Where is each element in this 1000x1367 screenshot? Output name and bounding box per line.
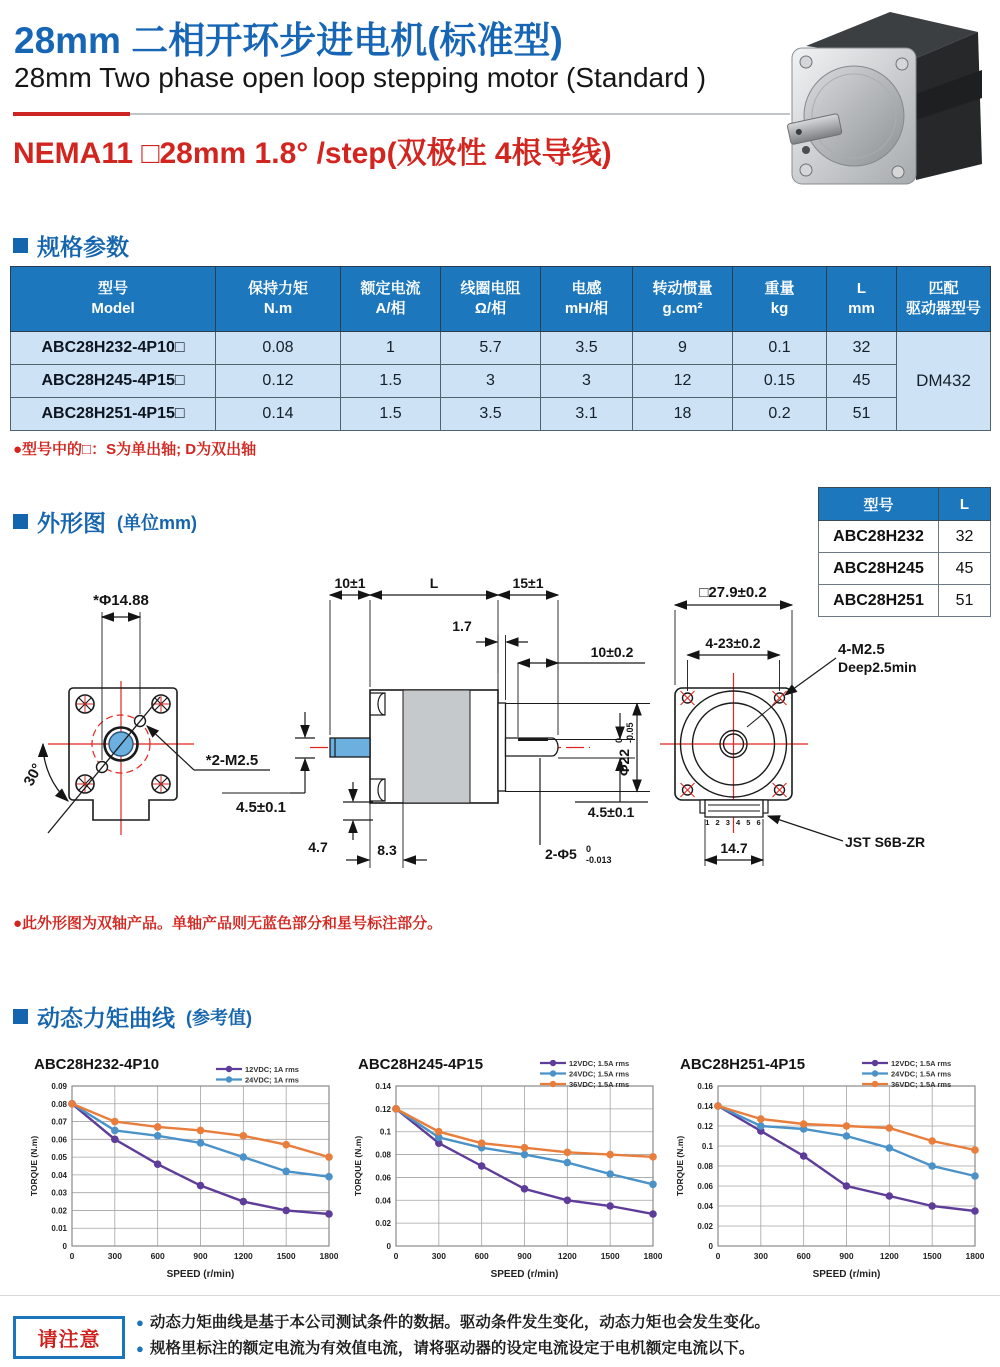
- data-point: [928, 1137, 936, 1145]
- x-axis-label: SPEED (r/min): [490, 1269, 559, 1280]
- section-dimensions-unit: (单位mm): [117, 512, 197, 533]
- data-point: [564, 1159, 572, 1167]
- spec-table-body: [11, 332, 991, 431]
- spec-header-cell: 额定电流 A/相: [341, 267, 441, 332]
- l-header-cell: 型号: [819, 488, 939, 521]
- dim-recess-depth: 4.7: [308, 839, 328, 855]
- data-point: [435, 1128, 443, 1136]
- data-point: [800, 1120, 808, 1128]
- attention-label: 请注意: [37, 1329, 101, 1351]
- axis-labels: [675, 1079, 984, 1280]
- svg-text:0.14: 0.14: [375, 1082, 391, 1091]
- svg-text:0.06: 0.06: [51, 1135, 67, 1145]
- data-point: [197, 1182, 205, 1190]
- svg-text:0.04: 0.04: [375, 1196, 391, 1206]
- svg-text:1200: 1200: [557, 1251, 577, 1261]
- table-cell: 1.5: [341, 398, 441, 431]
- spec-header-cell: 电感 mH/相: [541, 267, 633, 332]
- svg-text:0.06: 0.06: [375, 1173, 391, 1183]
- svg-text:1500: 1500: [276, 1251, 296, 1261]
- nema-spec-line: NEMA11 □28mm 1.8° /step(双极性 4根导线): [13, 137, 612, 170]
- data-point: [649, 1180, 657, 1188]
- section-bullet-icon: [13, 514, 28, 529]
- section-curves: [13, 1000, 252, 1033]
- svg-text:12VDC; 1.5A rms: 12VDC; 1.5A rms: [891, 1060, 952, 1068]
- svg-text:0.02: 0.02: [375, 1219, 391, 1229]
- screw-icon: [896, 58, 908, 70]
- data-point: [971, 1146, 979, 1154]
- data-point: [240, 1198, 248, 1206]
- spec-header-cell: L mm: [827, 267, 897, 332]
- spec-header-cell: 保持力矩 N.m: [216, 267, 341, 332]
- table-row: [11, 365, 991, 398]
- spec-header-cell: 线圈电阻 Ω/相: [441, 267, 541, 332]
- data-point: [154, 1160, 162, 1168]
- front-shaft-blue: [330, 738, 370, 757]
- data-point: [240, 1153, 248, 1161]
- chart-title: ABC28H232-4P10: [34, 1056, 160, 1073]
- table-cell: ABC28H251-4P15□: [11, 398, 216, 431]
- dim-pilot-tol-lower: -0.05: [625, 722, 635, 743]
- dim-front-flat: 4.5±0.1: [236, 799, 286, 816]
- svg-text:12VDC; 1A rms: 12VDC; 1A rms: [245, 1064, 299, 1074]
- x-axis-label: SPEED (r/min): [166, 1269, 235, 1280]
- bullet-icon: ●: [136, 1341, 144, 1356]
- svg-text:0: 0: [62, 1242, 67, 1251]
- svg-text:12VDC; 1.5A rms: 12VDC; 1.5A rms: [569, 1060, 630, 1068]
- dim-pilot-tol-upper: 0: [614, 737, 624, 743]
- torque-chart-2: [350, 1056, 662, 1284]
- data-point: [886, 1192, 894, 1200]
- table-cell: 0.2: [733, 398, 827, 431]
- data-point: [714, 1102, 722, 1110]
- table-row: [11, 398, 991, 431]
- dim-square-size: □27.9±0.2: [699, 584, 767, 601]
- svg-text:900: 900: [839, 1251, 854, 1261]
- angle-arc: [43, 744, 68, 801]
- svg-text:1800: 1800: [965, 1251, 984, 1261]
- table-cell: 3: [441, 365, 541, 398]
- data-point: [843, 1132, 851, 1140]
- page-title: 28mm 二相开环步进电机(标准型): [14, 20, 563, 61]
- chart-svg: [26, 1060, 338, 1288]
- x-axis-label: SPEED (r/min): [812, 1269, 881, 1280]
- dim-body-length: L: [429, 575, 439, 591]
- attention-box: [13, 1316, 125, 1359]
- table-cell: ABC28H232: [819, 521, 939, 553]
- motor-plate-hole: [802, 146, 810, 154]
- section-bullet-icon: [13, 1009, 28, 1024]
- data-point: [282, 1207, 290, 1215]
- data-point: [564, 1148, 572, 1156]
- list-item: [819, 521, 991, 553]
- data-point: [564, 1196, 572, 1204]
- table-cell: 0.08: [216, 332, 341, 365]
- dim-screw-depth: Deep2.5min: [838, 659, 917, 675]
- table-cell: 3.5: [441, 398, 541, 431]
- y-axis-label: TORQUE (N.m): [675, 1135, 685, 1197]
- chart-svg: [350, 1060, 662, 1288]
- table-cell: ABC28H232-4P10□: [11, 332, 216, 365]
- table-cell: 45: [939, 553, 991, 585]
- divider-accent: [13, 112, 130, 116]
- svg-text:0: 0: [386, 1242, 391, 1251]
- data-point: [392, 1105, 400, 1113]
- table-cell: 1.5: [341, 365, 441, 398]
- svg-text:24VDC; 1.5A rms: 24VDC; 1.5A rms: [891, 1069, 952, 1079]
- table-cell: 0.15: [733, 365, 827, 398]
- data-point: [886, 1144, 894, 1152]
- dim-shaft-dia: 2-Φ5: [545, 846, 577, 862]
- pilot-boss: [498, 703, 506, 791]
- svg-text:0.14: 0.14: [697, 1102, 713, 1111]
- footer-note-row: [136, 1310, 770, 1336]
- drawing-front-view: [648, 555, 998, 900]
- svg-text:0.04: 0.04: [697, 1202, 713, 1211]
- data-point: [521, 1185, 529, 1193]
- footer-note-text: 动态力矩曲线是基于本公司测试条件的数据。驱动条件发生变化，动态力矩也会发生变化。: [149, 1314, 770, 1331]
- connector-body: [705, 800, 763, 817]
- data-point: [282, 1168, 290, 1176]
- table-cell: 9: [633, 332, 733, 365]
- svg-text:0: 0: [69, 1251, 75, 1261]
- svg-text:900: 900: [517, 1251, 532, 1261]
- table-cell: ABC28H251: [819, 585, 939, 617]
- dim-pilot-dia-group: [614, 722, 635, 776]
- pin-numbers: 1 2 3 4 5 6: [705, 818, 763, 827]
- svg-text:300: 300: [753, 1251, 768, 1261]
- grid: [72, 1086, 329, 1246]
- svg-text:600: 600: [474, 1251, 489, 1261]
- screw-icon: [800, 164, 812, 176]
- data-point: [606, 1170, 614, 1178]
- table-cell: 51: [827, 398, 897, 431]
- table-cell: 5.7: [441, 332, 541, 365]
- spec-note: ●型号中的□：S为单出轴; D为双出轴: [13, 441, 257, 458]
- data-point: [606, 1202, 614, 1210]
- svg-text:600: 600: [150, 1251, 165, 1261]
- motor-face-circle: [804, 66, 904, 166]
- table-cell: 0.14: [216, 398, 341, 431]
- table-cell: 18: [633, 398, 733, 431]
- data-point: [971, 1207, 979, 1215]
- legend: [216, 1065, 299, 1085]
- data-point: [325, 1153, 333, 1161]
- dim-flat-length: 10±0.2: [590, 644, 634, 660]
- bullet-icon: ●: [136, 1315, 144, 1330]
- svg-text:300: 300: [431, 1251, 446, 1261]
- table-cell: 3.1: [541, 398, 633, 431]
- y-axis-label: TORQUE (N.m): [29, 1135, 39, 1197]
- data-point: [478, 1162, 486, 1170]
- data-point: [197, 1127, 205, 1135]
- svg-text:0: 0: [393, 1251, 399, 1261]
- data-point: [154, 1123, 162, 1131]
- table-row: [11, 332, 991, 365]
- svg-text:1800: 1800: [319, 1251, 338, 1261]
- svg-text:0.08: 0.08: [51, 1099, 67, 1109]
- dim-rear-flat: 4.5±0.1: [587, 804, 635, 820]
- dim-screws-label: *2-M2.5: [205, 752, 259, 769]
- y-axis-label: TORQUE (N.m): [353, 1135, 363, 1197]
- svg-text:36VDC; 1.5A rms: 36VDC; 1.5A rms: [891, 1079, 952, 1089]
- dim-front-boss: 8.3: [377, 842, 397, 858]
- dim-screw-spec: 4-M2.5: [838, 641, 885, 658]
- svg-text:0.05: 0.05: [51, 1153, 67, 1163]
- footer-notes: [136, 1310, 770, 1362]
- motor-body-lamination: [403, 690, 470, 803]
- section-curves-unit: (参考值): [186, 1007, 252, 1028]
- page-subtitle-en: 28mm Two phase open loop stepping motor (Standard ): [14, 62, 707, 93]
- footer-divider: [0, 1295, 1000, 1296]
- data-point: [649, 1210, 657, 1218]
- axis-labels: [29, 1082, 338, 1280]
- svg-text:0.02: 0.02: [51, 1206, 67, 1216]
- spec-header-cell: 转动惯量 g.cm²: [633, 267, 733, 332]
- drawing-rear-view: [8, 555, 300, 900]
- data-point: [757, 1122, 765, 1130]
- chart-svg: [672, 1060, 984, 1288]
- svg-text:0.16: 0.16: [697, 1082, 713, 1091]
- table-cell: 32: [827, 332, 897, 365]
- legend: [540, 1060, 629, 1089]
- svg-text:0.09: 0.09: [51, 1082, 67, 1091]
- svg-text:0.02: 0.02: [697, 1222, 713, 1231]
- torque-chart-3: [672, 1056, 984, 1284]
- data-point: [154, 1132, 162, 1140]
- svg-text:36VDC; 1.5A rms: 36VDC; 1.5A rms: [569, 1079, 630, 1089]
- spec-table: [10, 266, 991, 431]
- legend: [862, 1060, 951, 1089]
- driver-cell: DM432: [897, 332, 991, 431]
- section-curves-label: 动态力矩曲线: [37, 1005, 175, 1031]
- spec-header-cell: 重量 kg: [733, 267, 827, 332]
- l-table-head: [819, 488, 991, 521]
- data-point: [111, 1118, 119, 1126]
- dim-front-shaft: 10±1: [334, 575, 366, 591]
- section-dimensions-label: 外形图: [37, 510, 106, 536]
- data-point: [68, 1100, 76, 1108]
- dim-pilot-thickness: 1.7: [452, 618, 472, 634]
- data-point: [606, 1151, 614, 1159]
- data-point: [325, 1210, 333, 1218]
- svg-text:0.12: 0.12: [375, 1104, 391, 1114]
- drawing-side-view: [290, 555, 680, 900]
- table-cell: 0.12: [216, 365, 341, 398]
- data-point: [325, 1173, 333, 1181]
- data-point: [521, 1151, 529, 1159]
- section-dimensions: [13, 505, 197, 538]
- svg-text:0.01: 0.01: [51, 1224, 67, 1234]
- svg-text:1800: 1800: [643, 1251, 662, 1261]
- svg-text:0.04: 0.04: [51, 1170, 67, 1180]
- svg-text:0: 0: [715, 1251, 721, 1261]
- data-point: [843, 1122, 851, 1130]
- spec-table-wrap: [10, 266, 991, 431]
- svg-text:0.03: 0.03: [51, 1188, 67, 1198]
- drawing-note: ●此外形图为双轴产品。单轴产品则无蓝色部分和星号标注部分。: [13, 915, 443, 932]
- data-point: [843, 1182, 851, 1190]
- table-cell: 51: [939, 585, 991, 617]
- data-point: [282, 1141, 290, 1149]
- table-cell: 45: [827, 365, 897, 398]
- footer-note-row: [136, 1336, 770, 1362]
- data-point: [928, 1162, 936, 1170]
- data-point: [240, 1132, 248, 1140]
- dim-shaft-dia: *Φ14.88: [93, 592, 149, 609]
- table-cell: ABC28H245: [819, 553, 939, 585]
- svg-text:1500: 1500: [922, 1251, 942, 1261]
- data-point: [800, 1152, 808, 1160]
- table-cell: 3: [541, 365, 633, 398]
- svg-text:0.06: 0.06: [697, 1182, 713, 1191]
- l-header-cell: L: [939, 488, 991, 521]
- dim-pilot-dia: Φ22: [616, 748, 632, 776]
- spec-table-head: [11, 267, 991, 332]
- svg-text:0.12: 0.12: [697, 1122, 713, 1131]
- dim-angle: 30°: [20, 760, 47, 789]
- svg-text:0.07: 0.07: [51, 1117, 67, 1127]
- svg-text:600: 600: [796, 1251, 811, 1261]
- svg-text:24VDC; 1A rms: 24VDC; 1A rms: [245, 1075, 299, 1085]
- screw-icon: [800, 56, 812, 68]
- svg-text:0.1: 0.1: [379, 1127, 391, 1137]
- svg-text:1200: 1200: [879, 1251, 899, 1261]
- section-bullet-icon: [13, 238, 28, 253]
- spec-header-cell: 匹配 驱动器型号: [897, 267, 991, 332]
- svg-text:0.08: 0.08: [375, 1150, 391, 1160]
- svg-text:0.1: 0.1: [701, 1142, 713, 1151]
- dim-connector-width: 14.7: [720, 840, 748, 856]
- table-cell: 1: [341, 332, 441, 365]
- footer-note-text: 规格里标注的额定电流为有效值电流，请将驱动器的设定电流设定于电机额定电流以下。: [149, 1340, 755, 1357]
- dim-shaft-tol-lower: -0.013: [586, 855, 612, 865]
- table-cell: 0.1: [733, 332, 827, 365]
- table-cell: 3.5: [541, 332, 633, 365]
- table-cell: 32: [939, 521, 991, 553]
- data-point: [757, 1115, 765, 1123]
- table-cell: 12: [633, 365, 733, 398]
- data-point: [971, 1172, 979, 1180]
- dim-rear-shaft: 15±1: [512, 575, 544, 591]
- motor-photo: [776, 2, 994, 204]
- data-point: [111, 1127, 119, 1135]
- svg-text:1200: 1200: [233, 1251, 253, 1261]
- data-point: [886, 1124, 894, 1132]
- data-point: [521, 1144, 529, 1152]
- table-cell: ABC28H245-4P15□: [11, 365, 216, 398]
- section-specs: [13, 229, 129, 262]
- svg-text:0: 0: [708, 1242, 713, 1251]
- connector-type-label: JST S6B-ZR: [845, 834, 926, 850]
- svg-text:300: 300: [107, 1251, 122, 1261]
- data-point: [649, 1153, 657, 1161]
- chart-title: ABC28H251-4P15: [680, 1056, 806, 1073]
- grid: [396, 1086, 653, 1246]
- svg-text:900: 900: [193, 1251, 208, 1261]
- section-specs-label: 规格参数: [37, 234, 129, 260]
- svg-text:24VDC; 1.5A rms: 24VDC; 1.5A rms: [569, 1069, 630, 1079]
- dim-shaft-tol-upper: 0: [586, 844, 592, 854]
- spec-header-cell: 型号 Model: [11, 267, 216, 332]
- data-point: [478, 1139, 486, 1147]
- data-point: [928, 1202, 936, 1210]
- dim-hole-pitch: 4-23±0.2: [705, 635, 761, 651]
- svg-text:1500: 1500: [600, 1251, 620, 1261]
- data-point: [197, 1139, 205, 1147]
- torque-chart-1: [26, 1056, 338, 1284]
- screw-icon: [892, 166, 904, 178]
- svg-text:0.08: 0.08: [697, 1162, 713, 1171]
- data-point: [111, 1136, 119, 1144]
- chart-title: ABC28H245-4P15: [358, 1056, 484, 1073]
